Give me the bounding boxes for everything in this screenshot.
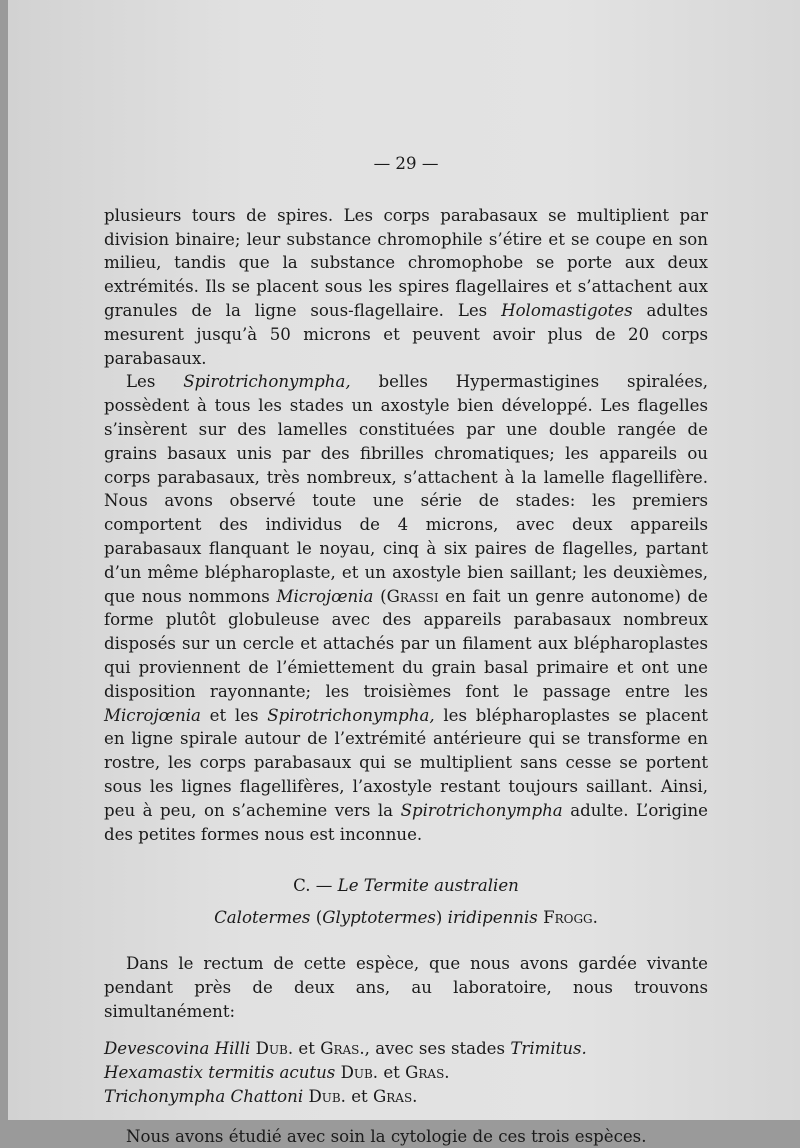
section-title: Le Termite australien [337, 876, 519, 896]
paragraph-holomastigotes [104, 204, 708, 371]
text-run: ( [373, 586, 387, 606]
species-list-item: Devescovina Hilli Dub. et Gras., avec ses stades Trimitus. [104, 1039, 587, 1059]
section-heading: C. — Le Termite australien [293, 876, 519, 896]
taxon-spirotrichonympha: Spirotrichonympha [400, 800, 563, 820]
paragraph-rectum: Dans le rectum de cette espèce, que nous avons gardée vivante pendant près de deux ans, au laboratoire, nous trouvons simultanément: [104, 953, 708, 1021]
text-run: les blépharoplastes se placent en ligne spirale autour de l’extrémité antérieure qui se transforme en rostre, les corps parabasaux qui se multiplient sans cesse se portent sous les lignes flagellifères, l’axostyle restant toujours saillant. Ainsi, peu à peu, on s’achemine vers la [104, 705, 708, 820]
taxon-microjoenia: Microjœnia [104, 705, 201, 725]
page-content [104, 152, 708, 1148]
taxon-microjoenia: Microjœnia [276, 586, 374, 606]
author-grassi: Grassi [386, 586, 439, 606]
subgenus-name: Glyptotermes [322, 908, 436, 928]
taxon-spirotrichonympha: Spirotrichonympha, [183, 372, 351, 392]
text-run: belles Hypermastigines spiralées, possèdent à tous les stades un axostyle bien développé. Les flagelles s’insèrent sur des lamelles constituées par une double rangée de grains basaux unis par des fibrilles chromatiques; les appareils ou corps parabasaux, très nombreux, s’attachent à la lamelle flagellifère. Nous avons observé toute une série de stades: les premiers comportent des individus de 4 microns, avec deux appareils parabasaux flanquant le noyau, cinq à six paires de flagelles, partant d’un même blépharoplaste, et un axostyle bien saillant; les deuxièmes, que nous nommons [104, 372, 708, 606]
text-run: adulte. L’origine des petites formes nous est inconnue. [104, 800, 708, 844]
text-run: plusieurs tours de spires. Les corps parabasaux se multiplient par division binaire; leur substance chromophile s’étire et se coupe en son milieu, tandis que la substance chromophobe se porte aux deux extrémités. Ils se placent sous les spires flagellaires et s’attachent aux granules de la ligne sous-flagellaire. Les [104, 205, 708, 320]
text-run: adultes mesurent jusqu’à 50 microns et peuvent avoir plus de 20 corps parabasaux. [104, 300, 708, 368]
taxon-holomastigotes: Holomastigotes [501, 300, 633, 320]
species-list [104, 1037, 708, 1108]
species-name: iridipennis [447, 908, 538, 928]
page-number: — 29 — [373, 154, 439, 173]
species-list-item: Hexamastix termitis acutus Dub. et Gras. [104, 1063, 450, 1083]
species-list-item: Trichonympha Chattoni Dub. et Gras. [104, 1086, 418, 1106]
text-run: en fait un genre autonome) de forme plutôt globuleuse avec des appareils parabasaux nombreux disposés sur un cercle et attachés par un filament aux blépharoplastes qui proviennent de l’émiettement du grain basal primaire et ont une disposition rayonnante; les troisièmes font le passage entre les [104, 586, 708, 701]
taxon-spirotrichonympha: Spirotrichonympha, [267, 705, 435, 725]
paragraph-cytology: Nous avons étudié avec soin la cytologie de ces trois espèces. [126, 1126, 647, 1146]
scanned-page [8, 0, 800, 1146]
text-run: Les [126, 372, 184, 392]
genus-name: Calotermes [214, 908, 311, 928]
author-frogg: Frogg. [543, 908, 598, 928]
section-species-heading: Calotermes (Glyptotermes) iridipennis Frogg. [214, 908, 598, 928]
text-run: et les [200, 705, 268, 725]
paragraph-spirotrichonympha [104, 370, 708, 846]
